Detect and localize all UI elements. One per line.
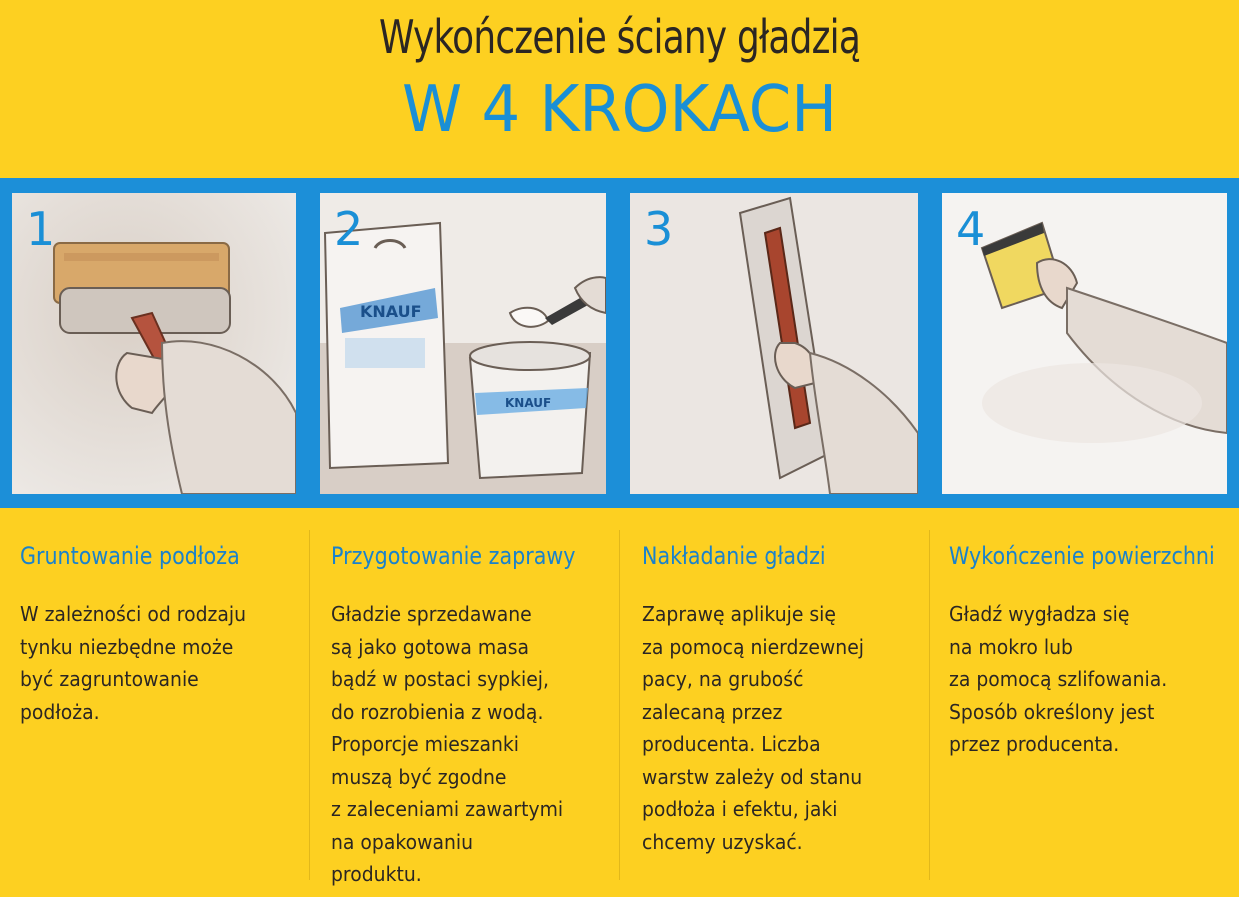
page-title: Wykończenie ściany gładzią [378,10,861,64]
step-1-illustration-frame [12,193,296,494]
step-1-text: W zależności od rodzaju tynku niezbędne może być zagruntowanie podłoża. [20,602,247,724]
column-divider [929,530,930,880]
column-divider [619,530,620,880]
step-4-text: Gładź wygładza się na mokro lub za pomocą szlifowania. Sposób określony jest przez producenta. [949,602,1168,756]
column-divider [309,530,310,880]
step-2-text: Gładzie sprzedawane są jako gotowa masa bądź w postaci sypkiej, do rozrobienia z wodą. Proporcje mieszanki muszą być zgodne z zaleceniami zawartymi na opakowaniu produktu. [331,602,564,886]
step-4-column [949,508,1229,897]
step-4-number: 4 [956,202,986,256]
step-1-number: 1 [26,202,56,256]
bag-brand-label: KNAUF [360,302,422,321]
page-subtitle: W 4 KROKACH [402,73,837,147]
step-3-column [642,508,917,897]
step-1-title: Gruntowanie podłoża [20,542,240,570]
step-2-title: Przygotowanie zaprawy [331,542,576,570]
step-2-column [331,508,606,897]
step-4-illustration-frame [942,193,1227,494]
illustration-band [0,178,1239,508]
step-3-illustration-frame [630,193,918,494]
step-3-text: Zaprawę aplikuje się za pomocą nierdzewnej pacy, na grubość zalecaną przez producenta. Liczba warstw zależy od stanu podłoża i efektu, jaki chcemy uzyskać. [642,602,865,854]
step-1-panel [0,178,308,508]
step-1-column [20,508,290,897]
bucket-brand-label: KNAUF [505,396,552,410]
header [0,0,1239,178]
step-3-title: Nakładanie gładzi [642,542,826,570]
step-2-number: 2 [334,202,364,256]
step-2-panel [308,178,618,508]
step-3-panel [618,178,930,508]
step-4-title: Wykończenie powierzchni [949,542,1215,570]
step-3-number: 3 [644,202,674,256]
step-4-panel [930,178,1239,508]
step-2-illustration-frame [320,193,606,494]
